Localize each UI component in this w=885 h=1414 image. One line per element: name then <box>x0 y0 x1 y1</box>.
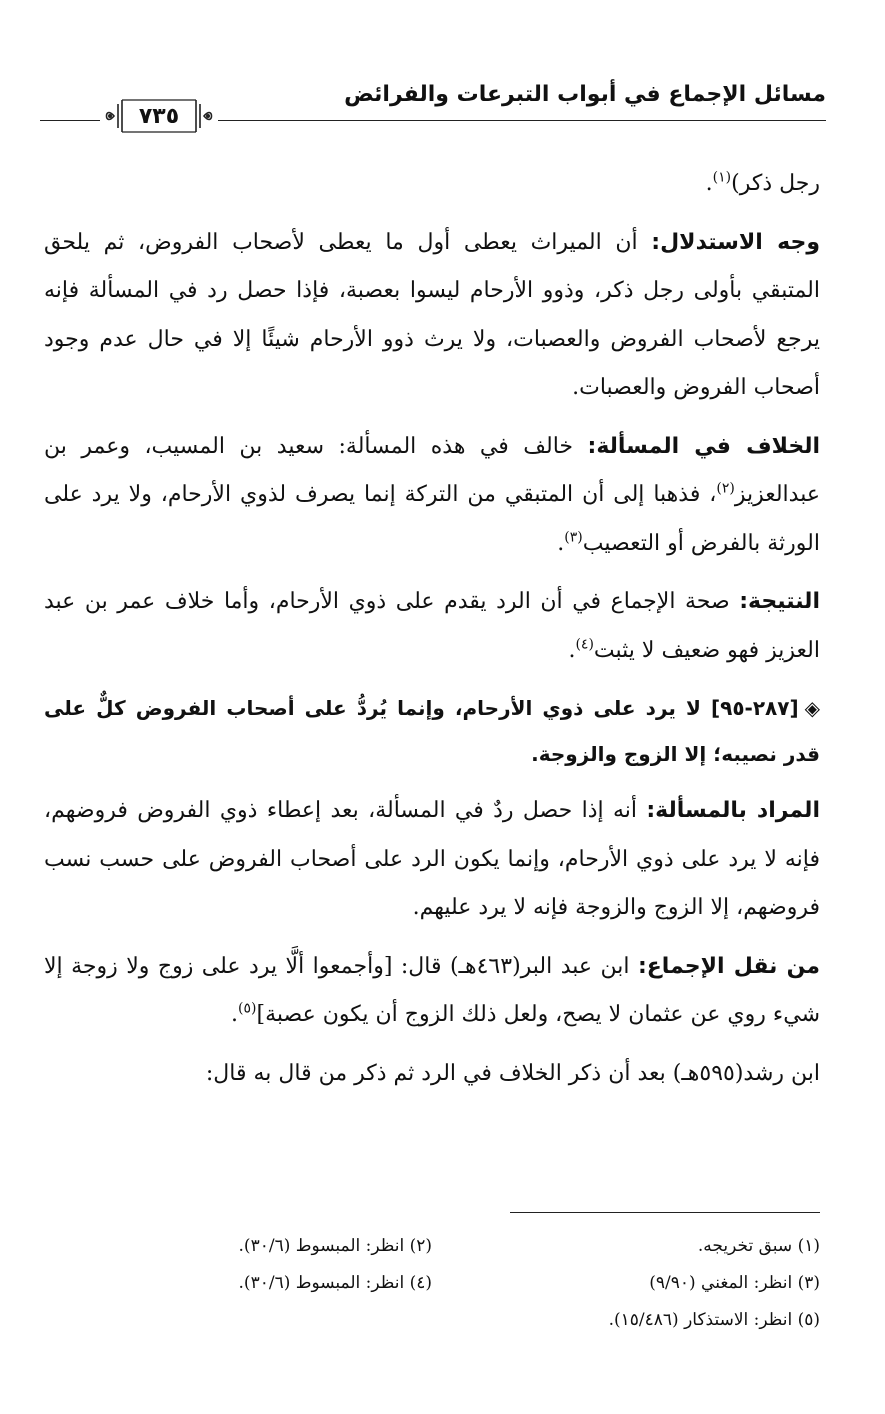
page-header <box>40 78 826 128</box>
paragraph-meaning <box>44 787 820 933</box>
paragraph-lead: وجه الاستدلال: <box>651 229 820 255</box>
paragraph-lead: النتيجة: <box>739 589 820 614</box>
paragraph-evidence <box>44 219 820 413</box>
footnote-ref: (١) <box>712 169 732 186</box>
page-number: ٧٣٥ <box>138 103 180 129</box>
footnote-row <box>44 1228 820 1265</box>
text: رجل ذكر) <box>731 171 820 196</box>
text: خالف في هذه المسألة: سعيد بن المسيب، وعمر بن عبدالعزيز <box>44 433 820 507</box>
text: ابن عبد البر(٤٦٣هـ) قال: [وأجمعوا ألَّا يرد على زوج ولا زوجة إلا شيء روي عن عثمان لا يصح، ولعل ذلك الزوج أن يكون عصبة] <box>44 953 820 1027</box>
paragraph-continuation <box>44 160 820 209</box>
footnote-3: (٣) انظر: المغني (٩/٩٠) <box>649 1273 820 1293</box>
footnote-separator <box>510 1212 820 1213</box>
text: أنه إذا حصل ردٌ في المسألة، بعد إعطاء ذوي الفروض فروضهم، فإنه لا يرد على ذوي الأرحام، وإنما يكون الرد على أصحاب الفروض على حسب نسب فروضهم، إلا الزوج والزوجة فإنه لا يرد عليهم. <box>44 798 820 920</box>
footnote-4: (٤) انظر: المبسوط (٣٠/٦). <box>238 1273 432 1293</box>
main-text <box>44 160 820 1108</box>
footnote-2: (٢) انظر: المبسوط (٣٠/٦). <box>238 1236 432 1256</box>
footnote-ref: (٥) <box>238 1000 257 1017</box>
footnote-row <box>44 1302 820 1339</box>
paragraph-lead: المراد بالمسألة: <box>646 798 820 823</box>
text: . <box>568 637 576 663</box>
page-number-badge <box>100 94 218 138</box>
issue-heading <box>44 685 820 777</box>
paragraph-dispute <box>44 423 820 569</box>
paragraph-ibn-rushd <box>44 1050 820 1099</box>
paragraph-result <box>44 578 820 675</box>
footnote-1: (١) سبق تخريجه. <box>697 1236 820 1256</box>
text: أن الميراث يعطى أول ما يعطى لأصحاب الفروض، ثم يلحق المتبقي بأولى رجل ذكر، وذوو الأرحام ليسوا بعصبة، فإذا حصل رد في المسألة فإنه يرجع لأصحاب الفروض والعصبات، ولا يرث ذوو الأرحام شيئًا إلا في حال عدم وجود أصحاب الفروض والعصبات. <box>44 229 820 400</box>
paragraph-lead: الخلاف في المسألة: <box>587 433 820 459</box>
text: ابن رشد(٥٩٥هـ) بعد أن ذكر الخلاف في الرد ثم ذكر من قال به قال: <box>205 1060 820 1086</box>
footnote-5: (٥) انظر: الاستذكار (١٥/٤٨٦). <box>608 1310 820 1330</box>
text: . <box>231 1002 239 1027</box>
text: . <box>557 530 565 556</box>
footnote-ref: (٣) <box>564 529 583 546</box>
footnotes <box>44 1228 820 1339</box>
paragraph-lead: من نقل الإجماع: <box>637 953 820 979</box>
running-title: مسائل الإجماع في أبواب التبرعات والفرائض <box>344 82 826 107</box>
issue-heading-text: [٢٨٧-٩٥] لا يرد على ذوي الأرحام، وإنما يُردُّ على أصحاب الفروض كلٌّ على قدر نصيبه؛ إلا الزوج والزوجة. <box>44 696 820 766</box>
text: . <box>705 171 713 196</box>
footnote-ref: (٤) <box>575 636 594 653</box>
text: ، فذهبا إلى أن المتبقي من التركة إنما يصرف لذوي الأرحام، ولا يرد على الورثة بالفرض أو التعصيب <box>44 482 820 556</box>
paragraph-transmitters <box>44 943 820 1040</box>
footnote-row <box>44 1265 820 1302</box>
footnote-ref: (٢) <box>716 480 735 497</box>
diamond-icon: ◈ <box>804 696 820 720</box>
text: صحة الإجماع في أن الرد يقدم على ذوي الأرحام، وأما خلاف عمر بن عبد العزيز فهو ضعيف لا يثبت <box>44 589 820 663</box>
